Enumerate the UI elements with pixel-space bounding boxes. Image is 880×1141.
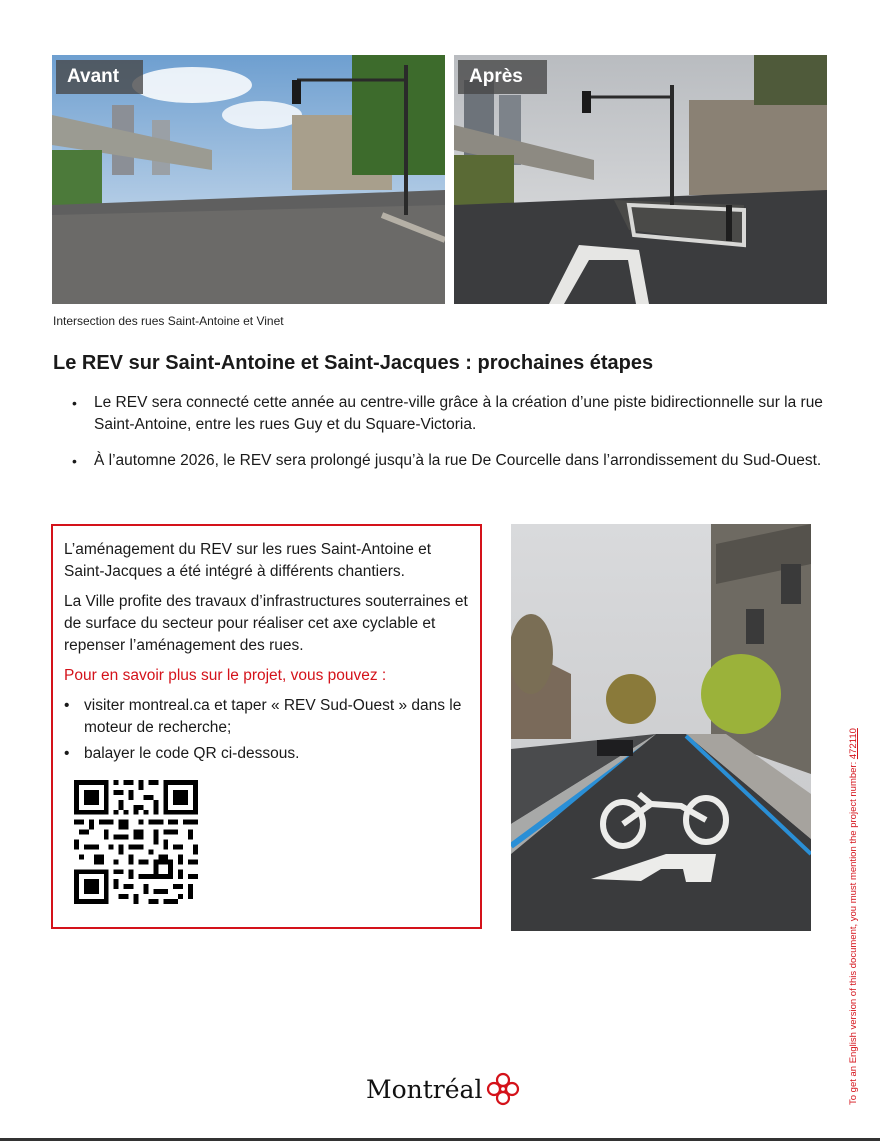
- section-heading: Le REV sur Saint-Antoine et Saint-Jacques : prochaines étapes: [53, 352, 654, 374]
- photo-bike-lane: [511, 524, 811, 931]
- english-version-text: To get an English version of this document, you must mention the project number:: [848, 759, 859, 1105]
- info-cta: Pour en savoir plus sur le projet, vous pouvez :: [64, 667, 387, 684]
- info-list-item: • balayer le code QR ci-dessous.: [64, 743, 472, 765]
- info-list-item: • visiter montreal.ca et taper « REV Sud-Ouest » dans le moteur de recherche;: [64, 695, 472, 739]
- rosette-icon: [486, 1072, 520, 1106]
- info-paragraph-1: L’aménagement du REV sur les rues Saint-Antoine et Saint-Jacques a été intégré à différents chantiers.: [64, 541, 432, 580]
- montreal-logo: [366, 1072, 520, 1106]
- photo-after: [454, 55, 827, 304]
- list-item: • À l’automne 2026, le REV sera prolongé jusqu’à la rue De Courcelle dans l’arrondissement du Sud-Ouest.: [72, 450, 832, 472]
- info-box: [51, 524, 482, 929]
- before-label: Avant: [56, 60, 143, 94]
- photo-before: [52, 55, 445, 304]
- list-item: • Le REV sera connecté cette année au centre-ville grâce à la création d’une piste bidirectionnelle sur la rue Saint-Antoine, entre les rues Guy et du Square-Victoria.: [72, 392, 832, 436]
- project-number-link[interactable]: 472110: [848, 728, 859, 760]
- info-paragraph-2: La Ville profite des travaux d’infrastructures souterraines et de surface du secteur pour réaliser cet axe cyclable et repenser l’aménagement des rues.: [64, 593, 468, 654]
- after-label: Après: [458, 60, 547, 94]
- logo-wordmark: Montréal: [366, 1074, 483, 1104]
- english-version-note: [848, 728, 859, 1105]
- info-list: [64, 695, 472, 765]
- next-steps-list: [72, 392, 832, 486]
- qr-code[interactable]: [74, 780, 198, 904]
- photo-bike-lane-scene: [511, 524, 811, 931]
- photo-caption: Intersection des rues Saint-Antoine et Vinet: [53, 314, 284, 328]
